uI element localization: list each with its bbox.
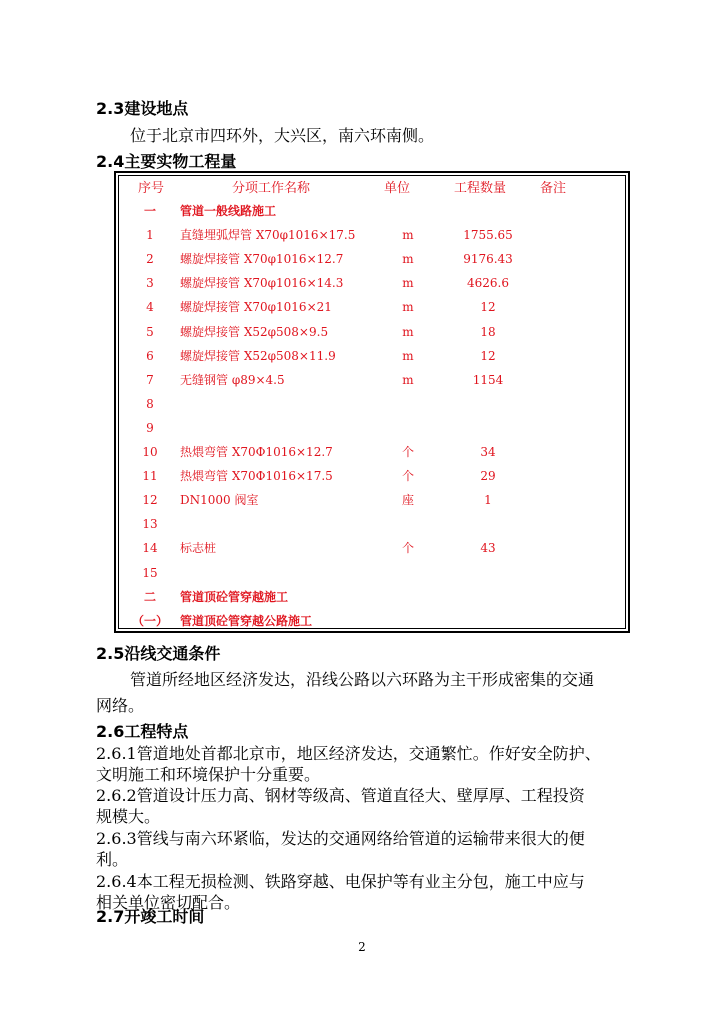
section-2-3-text: 位于北京市四环外，大兴区，南六环南侧。 — [130, 126, 435, 145]
row-name: 螺旋焊接管 X70φ1016×14.3 — [180, 276, 344, 291]
row-no: 2 — [146, 252, 154, 267]
row-name: 热煨弯管 X70Φ1016×12.7 — [180, 445, 333, 459]
row-qty: 12 — [480, 300, 496, 315]
row-unit: 座 — [401, 493, 414, 508]
section-2-7-heading: 2.7开竣工时间 — [96, 907, 205, 926]
header-unit: 单位 — [384, 181, 411, 196]
row-name: 螺旋焊接管 X70φ1016×21 — [180, 300, 332, 315]
row-qty: 1154 — [472, 372, 504, 387]
row-no: 9 — [146, 420, 154, 435]
section-2-6-line: 2.6.4本工程无损检测、铁路穿越、电保护等有业主分包，施工中应与 — [96, 872, 585, 891]
row-qty: 1 — [484, 493, 492, 508]
row-no: 4 — [146, 300, 154, 315]
row-name: 热煨弯管 X70Φ1016×17.5 — [180, 469, 333, 484]
row-no: 1 — [146, 228, 154, 243]
row-name: 直缝埋弧焊管 X70φ1016×17.5 — [180, 228, 356, 243]
row-no: 3 — [146, 276, 154, 291]
row-unit: 个 — [401, 445, 414, 459]
row-qty: 43 — [480, 541, 496, 556]
table-row — [116, 565, 628, 589]
table-row — [116, 203, 628, 227]
row-qty: 12 — [480, 348, 496, 363]
row-name: DN1000 阀室 — [180, 493, 259, 508]
table-row — [116, 492, 628, 516]
page-number: 2 — [358, 940, 366, 954]
header-no: 序号 — [138, 181, 165, 196]
section-2-6-line: 相关单位密切配合。 — [96, 893, 241, 912]
row-no: 13 — [142, 517, 158, 532]
row-qty: 1755.65 — [463, 228, 513, 243]
row-unit: m — [402, 228, 414, 243]
table-row — [116, 348, 628, 372]
row-unit: 个 — [401, 469, 414, 484]
row-unit: m — [402, 324, 414, 339]
row-name: 管道一般线路施工 — [180, 204, 277, 218]
row-unit: m — [402, 372, 414, 387]
row-no: 8 — [146, 396, 154, 411]
row-no: 一 — [143, 204, 156, 218]
table-row — [116, 275, 628, 299]
row-no: 12 — [142, 493, 158, 508]
row-unit: 个 — [401, 541, 414, 556]
row-no: 7 — [146, 372, 154, 387]
section-2-5-line-1: 管道所经地区经济发达，沿线公路以六环路为主干形成密集的交通 — [130, 670, 595, 689]
row-qty: 34 — [480, 445, 496, 459]
row-qty: 18 — [480, 324, 496, 339]
table-row — [116, 396, 628, 420]
table-row — [116, 251, 628, 275]
row-unit: m — [402, 276, 414, 291]
table-row — [116, 420, 628, 444]
row-no: 10 — [142, 445, 158, 459]
table-row — [116, 372, 628, 396]
row-unit: m — [402, 300, 414, 315]
row-qty: 4626.6 — [467, 276, 509, 291]
row-name: 标志桩 — [180, 541, 217, 556]
header-note: 备注 — [540, 181, 567, 196]
quantities-table — [114, 171, 630, 633]
table-row — [116, 540, 628, 564]
section-2-6-line: 2.6.3管线与南六环紧临，发达的交通网络给管道的运输带来很大的便 — [96, 829, 585, 848]
row-no: 5 — [146, 324, 154, 339]
section-2-6-line: 利。 — [96, 850, 129, 869]
table-row — [116, 444, 628, 468]
header-name: 分项工作名称 — [232, 181, 311, 196]
row-name: 螺旋焊接管 X70φ1016×12.7 — [180, 252, 344, 267]
row-name: 管道顶砼管穿越公路施工 — [180, 613, 313, 628]
table-row — [116, 324, 628, 348]
section-2-3-heading: 2.3建设地点 — [96, 99, 189, 118]
section-2-6-line: 2.6.2管道设计压力高、钢材等级高、管道直径大、壁厚厚、工程投资 — [96, 786, 585, 805]
row-no: （一） — [131, 613, 168, 628]
header-qty: 工程数量 — [454, 181, 507, 196]
row-name: 螺旋焊接管 X52φ508×11.9 — [180, 348, 336, 363]
table-row — [116, 516, 628, 540]
row-no: 14 — [142, 541, 158, 556]
section-2-6-line: 文明施工和环境保护十分重要。 — [96, 765, 321, 784]
section-2-6-line: 2.6.1管道地处首都北京市，地区经济发达，交通繁忙。作好安全防护、 — [96, 744, 601, 763]
section-2-5-line-2: 网络。 — [96, 696, 145, 715]
table-row — [116, 299, 628, 323]
row-qty: 9176.43 — [463, 252, 513, 267]
table-row — [116, 468, 628, 492]
row-unit: m — [402, 348, 414, 363]
section-2-6-line: 规模大。 — [96, 807, 161, 826]
section-2-6-heading: 2.6工程特点 — [96, 722, 189, 741]
row-qty: 29 — [480, 469, 496, 484]
row-no: 6 — [146, 348, 154, 363]
row-unit: m — [402, 252, 414, 267]
table-row — [116, 227, 628, 251]
row-no: 二 — [143, 589, 156, 604]
table-row — [116, 589, 628, 613]
row-no: 11 — [142, 469, 158, 484]
section-2-5-heading: 2.5沿线交通条件 — [96, 644, 221, 663]
row-name: 无缝钢管 φ89×4.5 — [180, 372, 285, 387]
row-name: 螺旋焊接管 X52φ508×9.5 — [180, 324, 329, 339]
table-row — [116, 613, 628, 637]
section-2-4-heading: 2.4主要实物工程量 — [96, 152, 237, 171]
row-no: 15 — [142, 565, 158, 580]
row-name: 管道顶砼管穿越施工 — [180, 589, 289, 604]
